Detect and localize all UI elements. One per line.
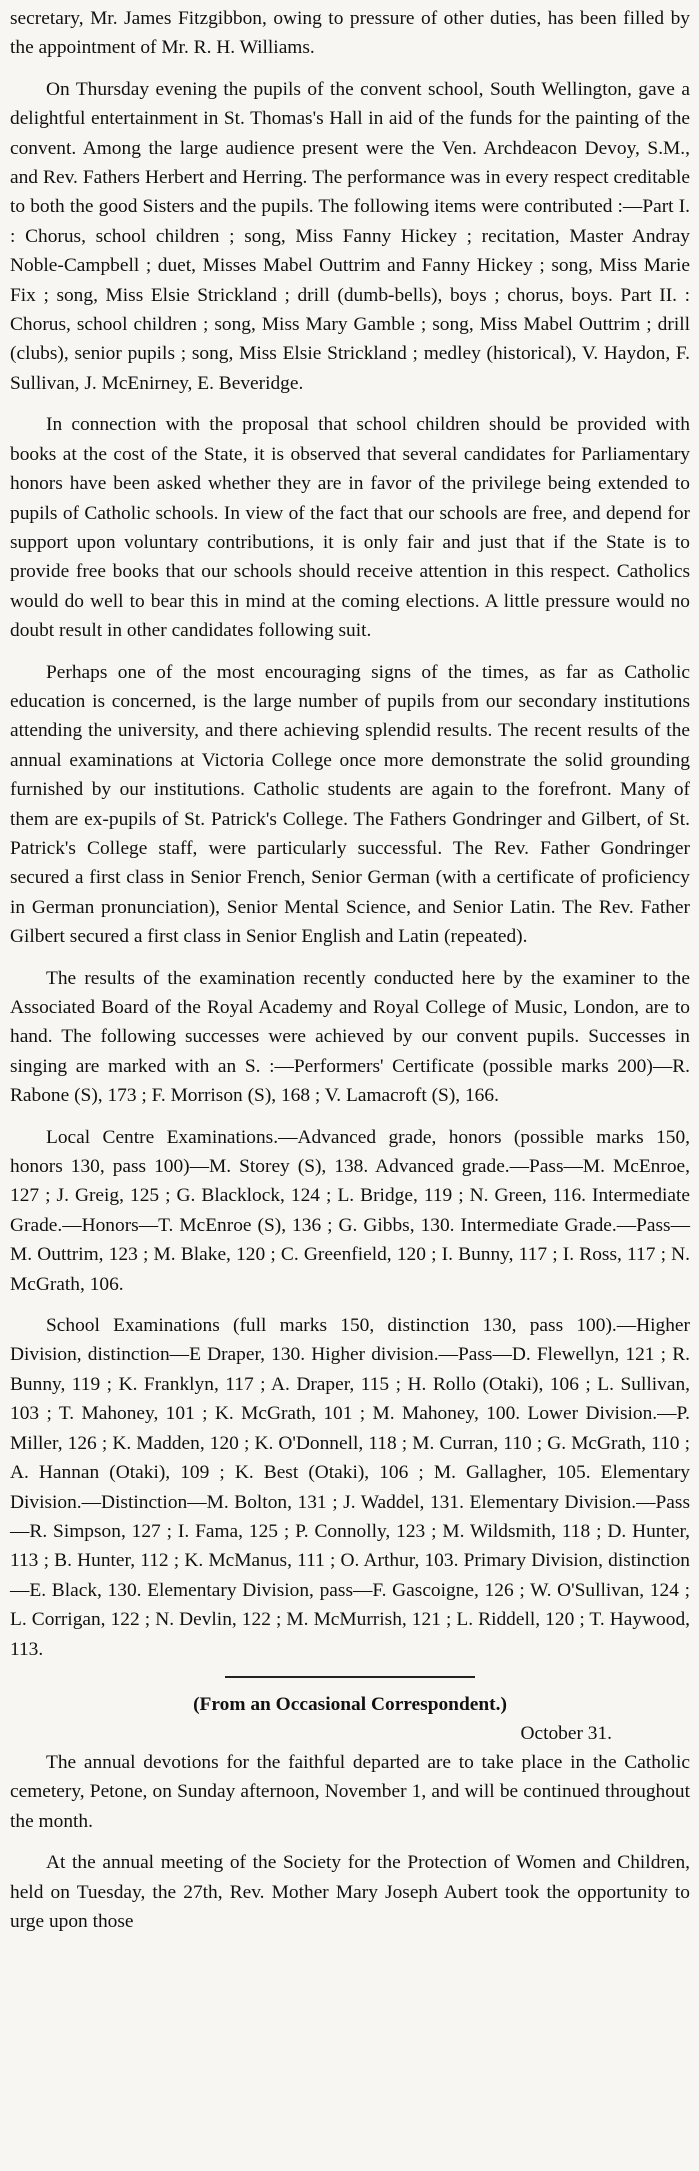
section-heading: (From an Occasional Correspondent.): [193, 1693, 507, 1715]
paragraph-local-centre-examinations: Local Centre Examinations.—Advanced grade, honors (possible marks 150, honors 130, pass 100)—M. Storey (S), 138. Advanced grade.—Pass—M. McEnroe, 127 ; J. Greig, 125 ; G. Blacklock, 124 ; L. Bridge, 119 ; N. Green, 116. Intermediate Grade.—Honors—T. McEnroe (S), 136 ; G. Gibbs, 130. Intermediate Grade.—Pass—M. Outtrim, 123 ; M. Blake, 120 ; C. Greenfield, 120 ; I. Bunny, 117 ; I. Ross, 117 ; N. McGrath, 106.: [10, 1126, 690, 1295]
paragraph-catholic-education: Perhaps one of the most encouraging signs of the times, as far as Catholic education is concerned, is the large number of pupils from our secondary institutions attending the university, and there achieving splendid results. The recent results of the annual examinations at Victoria College once more demonstrate the solid grounding furnished by our institutions. Catholic students are again to the forefront. Many of them are ex-pupils of St. Patrick's College. The Fathers Gondringer and Gilbert, of St. Patrick's College staff, were particularly successful. The Rev. Father Gondringer secured a first class in Senior French, Senior German (with a certificate of proficiency in German pronunciation), Senior Mental Science, and Senior Latin. The Rev. Father Gilbert secured a first class in Senior English and Latin (repeated).: [10, 661, 690, 948]
paragraph-secretary: secretary, Mr. James Fitzgibbon, owing to pressure of other duties, has been filled by the appointment of Mr. R. H. Williams.: [10, 8, 690, 59]
section-divider: [225, 1676, 475, 1678]
paragraph-school-examinations: School Examinations (full marks 150, distinction 130, pass 100).—Higher Division, distinction—E Draper, 130. Higher division.—Pass—D. Flewellyn, 121 ; R. Bunny, 119 ; K. Franklyn, 117 ; A. Draper, 115 ; H. Rollo (Otaki), 106 ; L. Sullivan, 103 ; T. Mahoney, 101 ; K. McGrath, 101 ; M. Mahoney, 100. Lower Division.—P. Miller, 126 ; K. Madden, 120 ; K. O'Donnell, 118 ; M. Curran, 110 ; G. McGrath, 110 ; A. Hannan (Otaki), 109 ; K. Best (Otaki), 106 ; M. Gallagher, 105. Elementary Division.—Distinction—M. Bolton, 131 ; J. Waddel, 131. Elementary Division.—Pass—R. Simpson, 127 ; I. Fama, 125 ; P. Connolly, 123 ; M. Wildsmith, 118 ; D. Hunter, 113 ; B. Hunter, 112 ; K. McManus, 111 ; O. Arthur, 103. Primary Division, distinction—E. Black, 130. Elementary Division, pass—F. Gascoigne, 126 ; W. O'Sullivan, 124 ; L. Corrigan, 122 ; N. Devlin, 122 ; M. McMurrish, 121 ; L. Riddell, 120 ; T. Haywood, 113.: [10, 1315, 690, 1660]
article-column: [10, 4, 690, 1948]
paragraph-music-examination: The results of the examination recently conducted here by the examiner to the Associated Board of the Royal Academy and Royal College of Music, London, are to hand. The following successes were achieved by our convent pupils. Successes in singing are marked with an S. :—Performers' Certificate (possible marks 200)—R. Rabone (S), 173 ; F. Morrison (S), 168 ; V. Lamacroft (S), 166.: [10, 967, 690, 1107]
paragraph-society-meeting: At the annual meeting of the Society for the Protection of Women and Children, held on Tuesday, the 27th, Rev. Mother Mary Joseph Aubert took the opportunity to urge upon those: [10, 1852, 690, 1932]
dateline: October 31.: [520, 1722, 612, 1744]
paragraph-convent-entertainment: On Thursday evening the pupils of the convent school, South Wellington, gave a delightful entertainment in St. Thomas's Hall in aid of the funds for the painting of the convent. Among the large audience present were the Ven. Archdeacon Devoy, S.M., and Rev. Fathers Herbert and Herring. The performance was in every respect creditable to both the good Sisters and the pupils. The following items were contributed :—Part I. : Chorus, school children ; song, Miss Fanny Hickey ; recitation, Master Andray Noble-Campbell ; duet, Misses Mabel Outtrim and Fanny Hickey ; song, Miss Marie Fix ; song, Miss Elsie Strickland ; drill (dumb-bells), boys ; chorus, boys. Part II. : Chorus, school children ; song, Miss Mary Gamble ; song, Miss Mabel Outtrim ; drill (clubs), senior pupils ; song, Miss Elsie Strickland ; medley (historical), V. Haydon, F. Sullivan, J. McEnirney, E. Beveridge.: [10, 78, 690, 394]
paragraph-school-books: In connection with the proposal that school children should be provided with books at the cost of the State, it is observed that several candidates for Parliamentary honors have been asked whether they are in favor of the privilege being extended to pupils of Catholic schools. In view of the fact that our schools are free, and depend for support upon voluntary contributions, it is only fair and just that if the State is to provide free books that our schools should receive attention in this respect. Catholics would do well to bear this in mind at the coming elections. A little pressure would no doubt result in other candidates following suit.: [10, 414, 690, 642]
paragraph-annual-devotions: The annual devotions for the faithful departed are to take place in the Catholic cemetery, Petone, on Sunday afternoon, November 1, and will be continued throughout the month.: [10, 1751, 690, 1832]
